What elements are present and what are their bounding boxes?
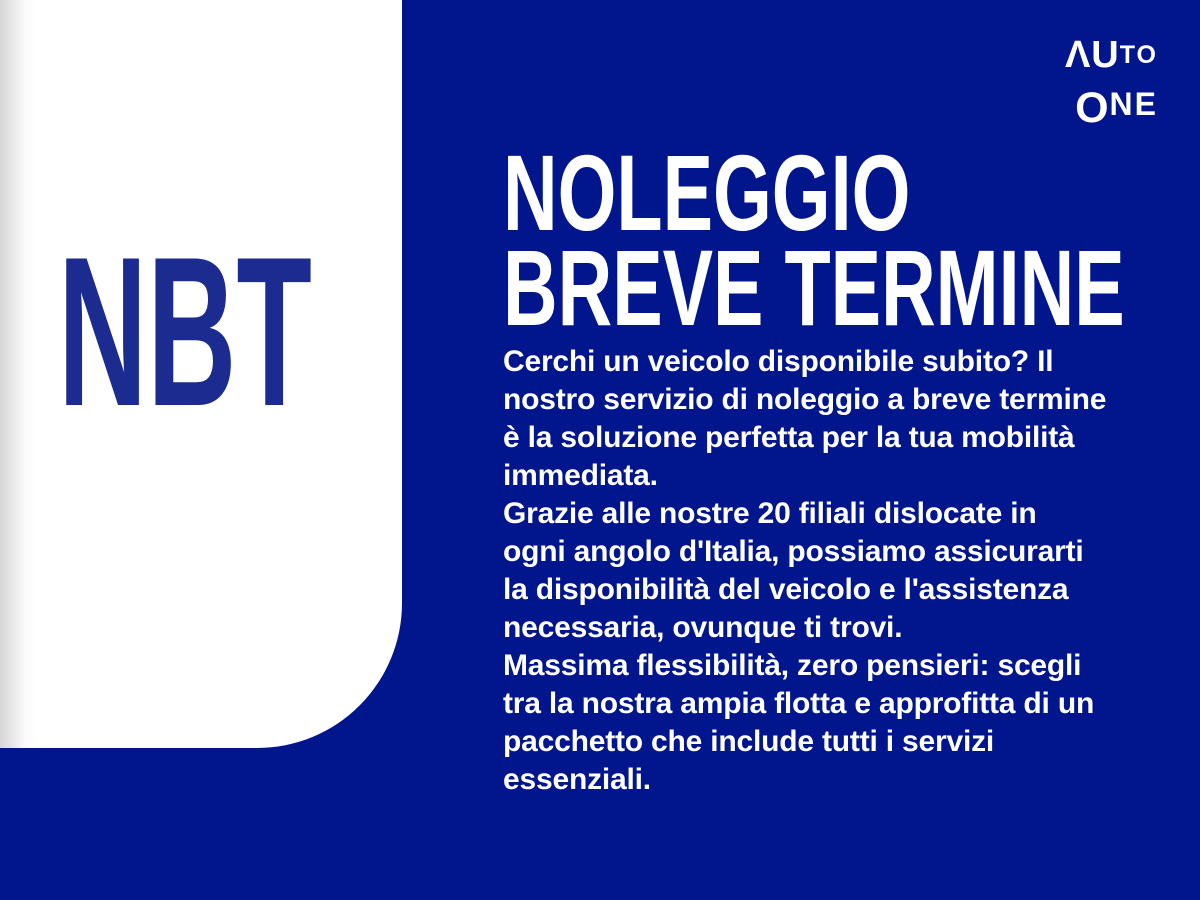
body-line: tra la nostra ampia flotta e approfitta di un — [503, 687, 1095, 720]
page-title — [503, 132, 1125, 348]
body-line: nostro servizio di noleggio a breve termine — [503, 383, 1107, 416]
body-line: immediata. — [503, 459, 658, 492]
logo-text-to: TO — [1119, 41, 1158, 69]
title-line-2: BREVE TERMINE — [503, 227, 1125, 348]
body-line: la disponibilità del veicolo e l'assistenza — [503, 573, 1069, 606]
logo-text-au: ΛU — [1064, 34, 1120, 76]
title-line-1: NOLEGGIO — [503, 132, 911, 253]
logo-line-auto — [1065, 33, 1158, 85]
body-line: ogni angolo d'Italia, possiamo assicurarti — [503, 535, 1084, 568]
body-line: è la soluzione perfetta per la tua mobilità — [503, 421, 1075, 454]
body-line: Cerchi un veicolo disponibile subito? Il — [503, 345, 1054, 378]
body-line: pacchetto che include tutti i servizi — [503, 725, 995, 758]
body-line: Massima flessibilità, zero pensieri: scegli — [503, 649, 1082, 682]
nbt-wordmark: NBT — [58, 213, 312, 451]
logo-text-o: O — [1075, 84, 1110, 132]
logo-text-ne: NE — [1109, 86, 1158, 122]
body-line: essenziali. — [503, 763, 651, 796]
body-line: Grazie alle nostre 20 filiali dislocate in — [503, 497, 1037, 530]
logo-line-one — [1065, 81, 1158, 141]
left-white-panel — [0, 0, 402, 748]
body-line: necessaria, ovunque ti trovi. — [503, 611, 903, 644]
body-text — [503, 343, 1106, 799]
auto-one-logo — [1065, 33, 1158, 141]
